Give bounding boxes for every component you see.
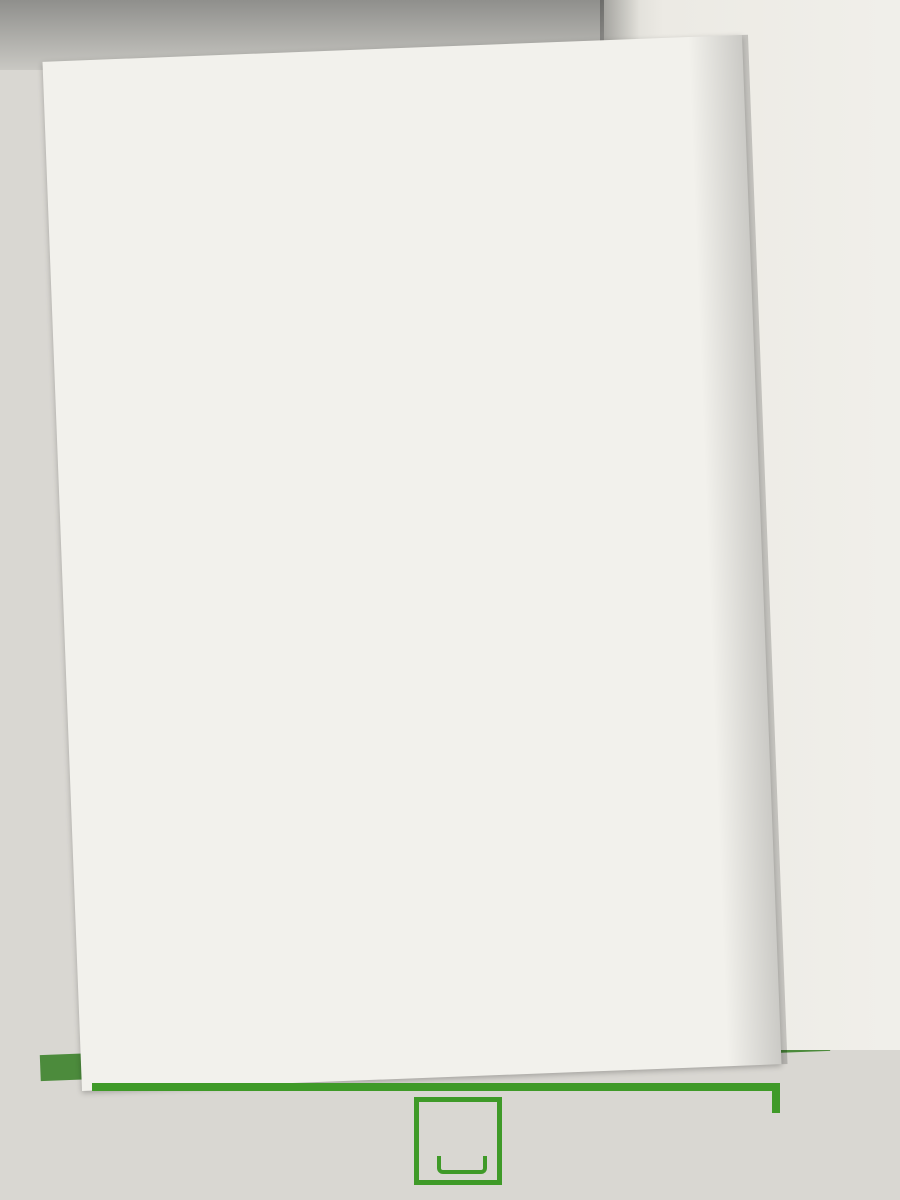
poem-title — [125, 139, 685, 147]
poem-title-line-2 — [125, 139, 685, 147]
watermark — [0, 1075, 900, 1200]
left-page — [42, 35, 781, 1091]
left-page-text — [124, 91, 685, 147]
bf-logo-icon — [414, 1097, 502, 1185]
poem-second-stanza — [125, 139, 685, 147]
open-book-icon — [437, 1156, 487, 1174]
ruler-tick — [772, 1083, 780, 1113]
poem-top-stanzas — [124, 91, 684, 99]
section-number — [125, 139, 685, 147]
page-number — [125, 139, 685, 147]
poem-title-line-1 — [125, 139, 685, 147]
ruler-line — [92, 1083, 780, 1091]
